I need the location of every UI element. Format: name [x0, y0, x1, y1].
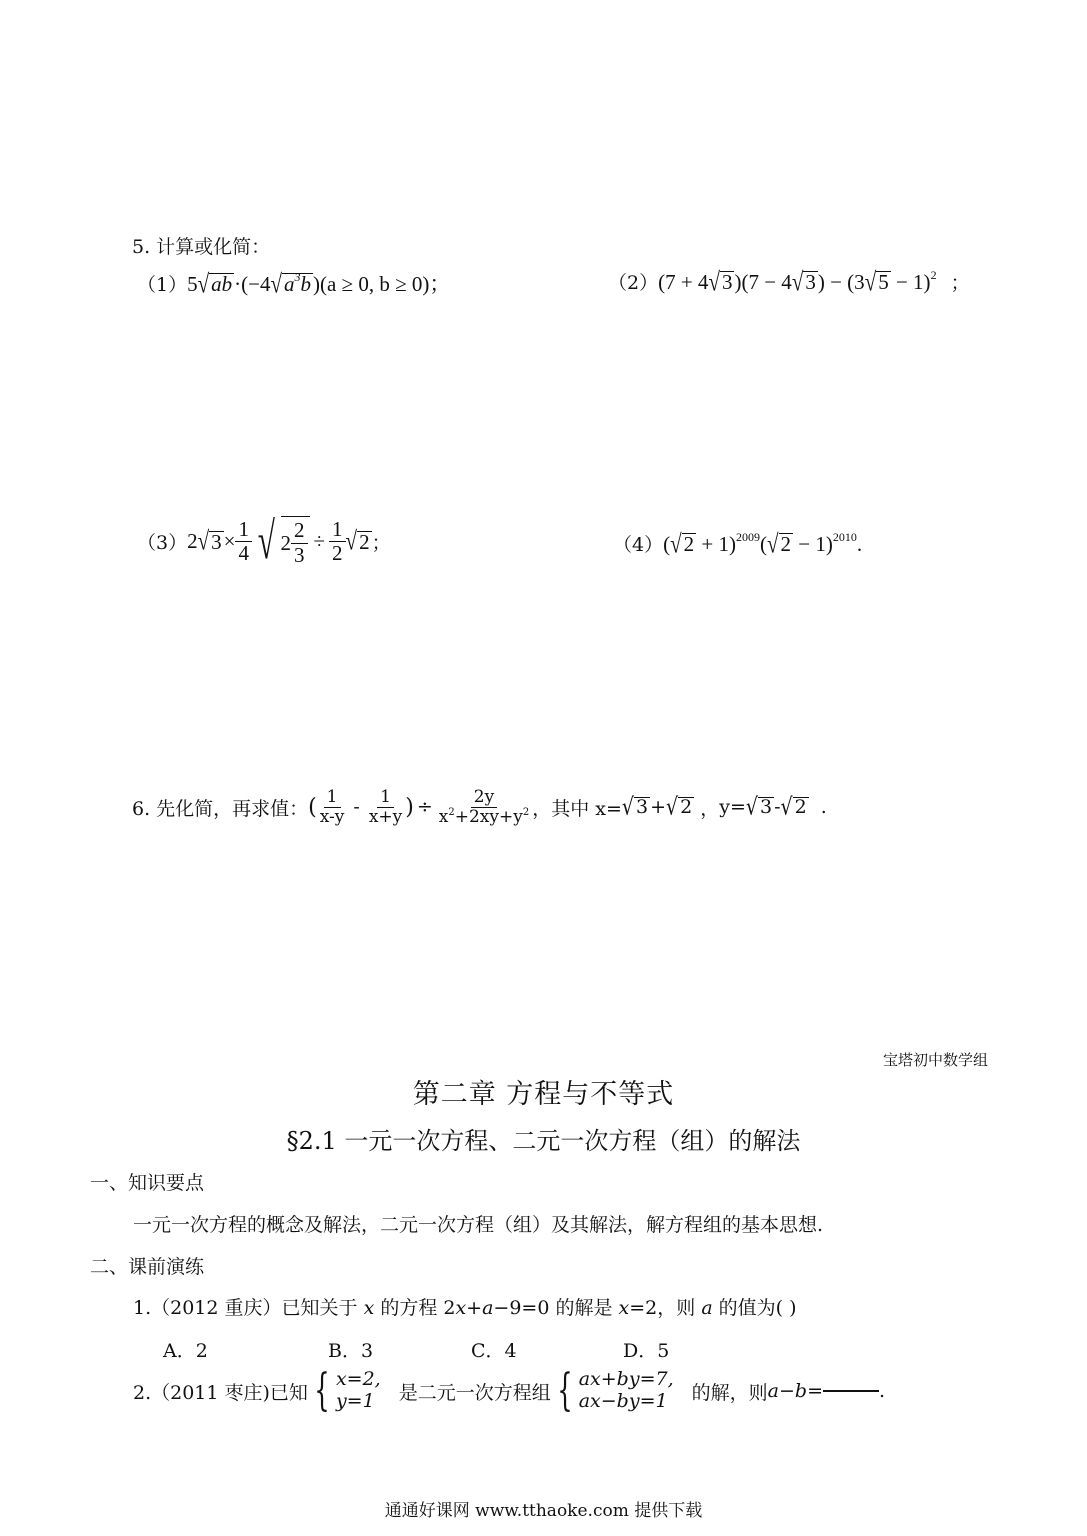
footer: 通通好课网 www.tthaoke.com 提供下载 — [384, 1501, 703, 1521]
question-1-options — [163, 1336, 669, 1363]
option-c: C．4 — [471, 1340, 517, 1362]
part-1-heading: 一、知识要点 — [90, 1172, 205, 1194]
option-d: D．5 — [623, 1340, 670, 1362]
problem-5-part-1: $(1)5√ab\cdot(-4√a^3b)(a \ge 0$, b ≥ 0)； — [137, 268, 451, 299]
problem-6: 6. 先化简，再求值： ( $\frac{1}{x-y}$ - $\frac{1}{x+y}$ ) ÷ $\frac{2y}{x^2+2xy+y^2}$ ，其中 x= √ 3 + √ 2 ， y= √ 3 - √ 2 . — [132, 787, 827, 827]
problem-5-heading: 5. 计算或化简： — [132, 236, 271, 258]
option-a: A．2 — [163, 1340, 208, 1362]
question-2: 2.（2011 枣庄)已知 { x=2, y=1 是二元一次方程组 { ax+by=7, ax−by=1 的解，则 a−b= . — [133, 1365, 886, 1416]
part-1-body: 一元一次方程的概念及解法，二元一次方程（组）及其解法，解方程组的基本思想. — [133, 1214, 824, 1236]
question-1: 1.（2012 重庆）已知关于 x 的方程 2x+a−9=0 的解是 x=2，则 a 的值为( ) — [133, 1297, 797, 1319]
answer-blank — [823, 1390, 879, 1392]
problem-5-part-4: $(4)(√2 + 1)^{2009}(√2 - 1)^{2010}$. — [613, 528, 863, 559]
problem-5-part-3: （3）2√3× $\frac{1}{4}$ √ 2 $\frac{2}{3}$ ÷ $\frac{1}{2}$ √2 ； — [137, 513, 391, 570]
option-b: B．3 — [328, 1340, 374, 1362]
org-label: 宝塔初中数学组 — [883, 1051, 989, 1069]
part-2-heading: 二、课前演练 — [90, 1256, 205, 1278]
chapter-title: 第二章 方程与不等式 — [412, 1079, 675, 1110]
section-title: §2.1 一元一次方程、二元一次方程（组）的解法 — [286, 1127, 801, 1155]
problem-5-part-2: $(2)(7 + 4√3)(7 - 4√3) - (3√5 - 1)^2$ ； — [608, 266, 970, 297]
